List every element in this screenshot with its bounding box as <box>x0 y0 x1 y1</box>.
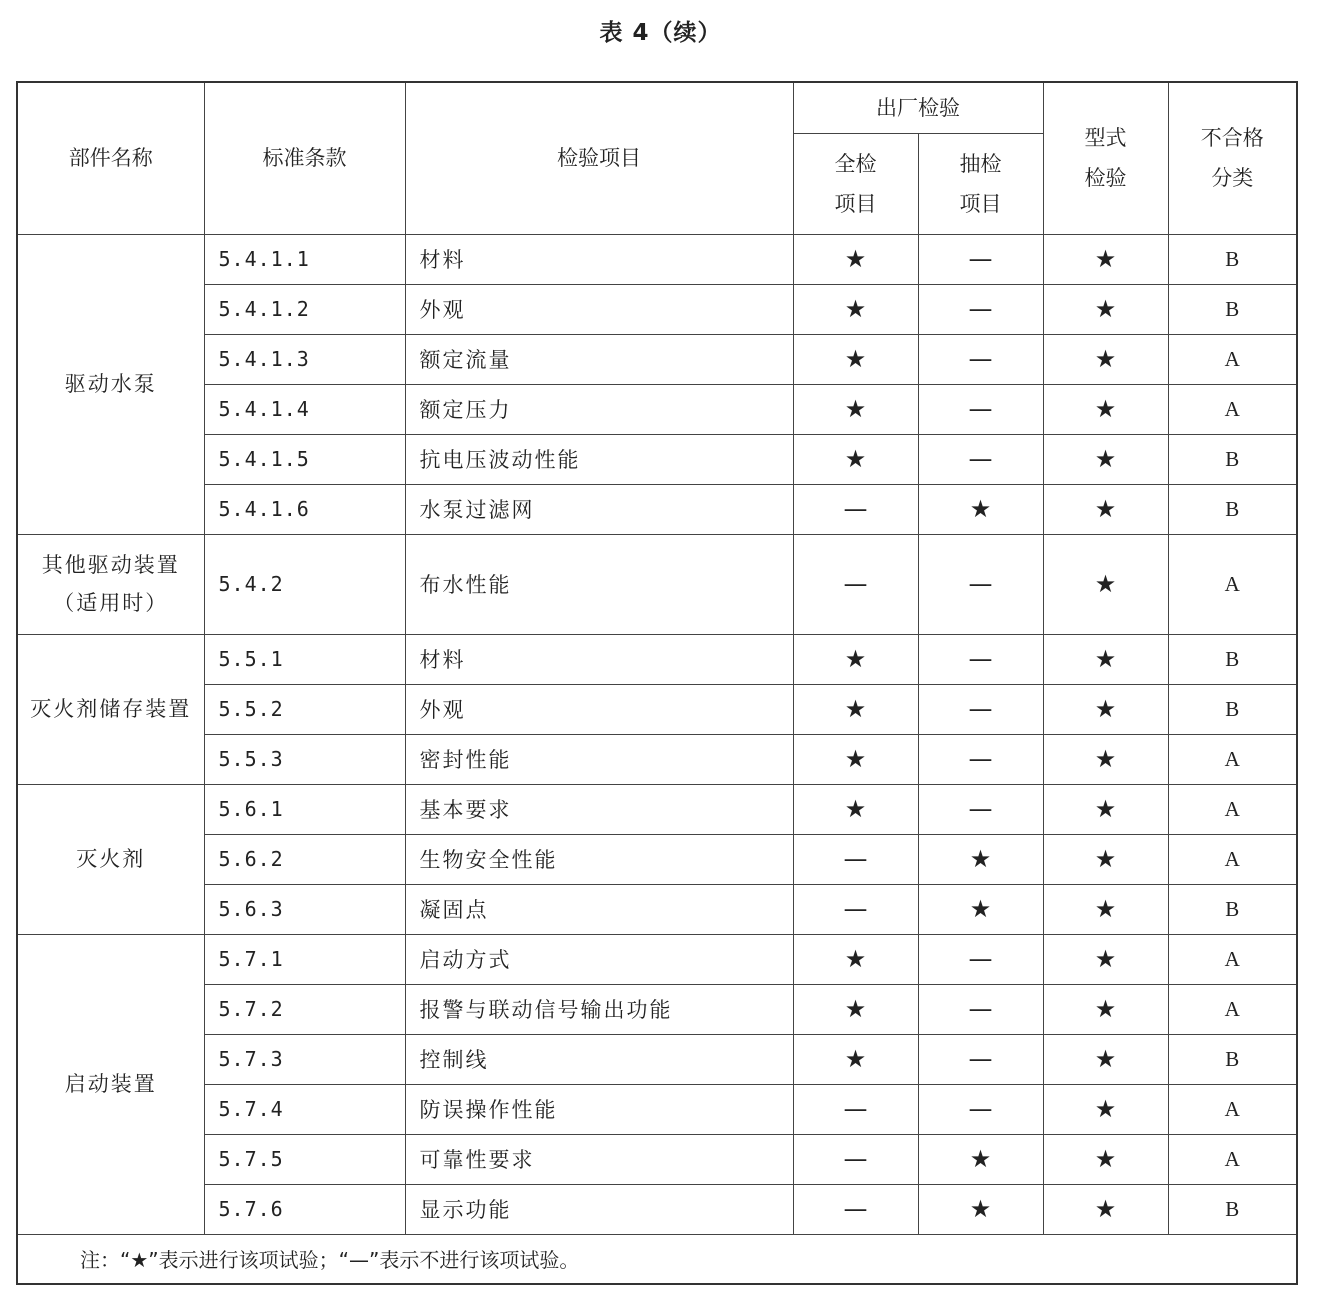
sample-inspection-cell: — <box>918 684 1043 734</box>
sample-inspection-cell: — <box>918 784 1043 834</box>
type-inspection-cell: ★ <box>1043 634 1168 684</box>
clause-cell: 5.6.2 <box>204 834 405 884</box>
table-row <box>17 234 1297 284</box>
header-full-inspection: 全检 项目 <box>793 133 918 234</box>
full-inspection-cell: ★ <box>793 1034 918 1084</box>
table-row <box>17 434 1297 484</box>
full-inspection-cell: — <box>793 884 918 934</box>
table-row <box>17 734 1297 784</box>
inspection-item-cell: 额定流量 <box>405 334 793 384</box>
clause-cell: 5.7.2 <box>204 984 405 1034</box>
inspection-item-cell: 外观 <box>405 684 793 734</box>
full-inspection-cell: ★ <box>793 734 918 784</box>
full-inspection-cell: ★ <box>793 984 918 1034</box>
type-inspection-cell: ★ <box>1043 934 1168 984</box>
clause-cell: 5.4.1.5 <box>204 434 405 484</box>
nonconformity-class-cell: A <box>1168 734 1297 784</box>
sample-inspection-cell: — <box>918 984 1043 1034</box>
table-row <box>17 334 1297 384</box>
sample-inspection-cell: — <box>918 634 1043 684</box>
table-body <box>17 234 1297 1234</box>
inspection-item-cell: 基本要求 <box>405 784 793 834</box>
type-inspection-cell: ★ <box>1043 534 1168 634</box>
table-row <box>17 1034 1297 1084</box>
nonconformity-class-cell: B <box>1168 1184 1297 1234</box>
sample-inspection-cell: — <box>918 284 1043 334</box>
sample-inspection-cell: ★ <box>918 834 1043 884</box>
type-inspection-cell: ★ <box>1043 1184 1168 1234</box>
clause-cell: 5.5.2 <box>204 684 405 734</box>
full-inspection-cell: — <box>793 484 918 534</box>
type-inspection-cell: ★ <box>1043 1084 1168 1134</box>
table-row <box>17 684 1297 734</box>
table-title: 表 4（续） <box>599 20 722 46</box>
clause-cell: 5.4.1.2 <box>204 284 405 334</box>
type-inspection-cell: ★ <box>1043 784 1168 834</box>
inspection-item-cell: 外观 <box>405 284 793 334</box>
table-row <box>17 884 1297 934</box>
header-sample-inspection: 抽检 项目 <box>918 133 1043 234</box>
part-name-cell: 灭火剂 <box>17 784 204 934</box>
clause-cell: 5.4.1.3 <box>204 334 405 384</box>
nonconformity-class-cell: A <box>1168 334 1297 384</box>
inspection-item-cell: 显示功能 <box>405 1184 793 1234</box>
header-factory-inspection: 出厂检验 <box>793 82 1043 133</box>
sample-inspection-cell: — <box>918 934 1043 984</box>
clause-cell: 5.7.6 <box>204 1184 405 1234</box>
full-inspection-cell: ★ <box>793 234 918 284</box>
type-inspection-cell: ★ <box>1043 384 1168 434</box>
type-inspection-cell: ★ <box>1043 1134 1168 1184</box>
sample-inspection-cell: — <box>918 334 1043 384</box>
type-inspection-cell: ★ <box>1043 734 1168 784</box>
header-inspection-item: 检验项目 <box>405 82 793 234</box>
table-row <box>17 1084 1297 1134</box>
full-inspection-cell: ★ <box>793 634 918 684</box>
part-name-cell: 其他驱动装置 （适用时） <box>17 534 204 634</box>
sample-inspection-cell: — <box>918 734 1043 784</box>
type-inspection-cell: ★ <box>1043 234 1168 284</box>
sample-inspection-cell: ★ <box>918 484 1043 534</box>
part-name-cell: 启动装置 <box>17 934 204 1234</box>
full-inspection-cell: — <box>793 534 918 634</box>
header-part-name: 部件名称 <box>17 82 204 234</box>
nonconformity-class-cell: B <box>1168 1034 1297 1084</box>
nonconformity-class-cell: A <box>1168 534 1297 634</box>
clause-cell: 5.7.1 <box>204 934 405 984</box>
full-inspection-cell: ★ <box>793 284 918 334</box>
full-inspection-cell: — <box>793 834 918 884</box>
type-inspection-cell: ★ <box>1043 884 1168 934</box>
inspection-item-cell: 控制线 <box>405 1034 793 1084</box>
full-inspection-cell: ★ <box>793 434 918 484</box>
nonconformity-class-cell: A <box>1168 834 1297 884</box>
table-row <box>17 634 1297 684</box>
type-inspection-cell: ★ <box>1043 284 1168 334</box>
nonconformity-class-cell: B <box>1168 884 1297 934</box>
inspection-item-cell: 密封性能 <box>405 734 793 784</box>
inspection-item-cell: 启动方式 <box>405 934 793 984</box>
type-inspection-cell: ★ <box>1043 984 1168 1034</box>
sample-inspection-cell: — <box>918 384 1043 434</box>
nonconformity-class-cell: B <box>1168 284 1297 334</box>
inspection-item-cell: 生物安全性能 <box>405 834 793 884</box>
clause-cell: 5.4.1.6 <box>204 484 405 534</box>
inspection-table <box>16 81 1298 1285</box>
inspection-item-cell: 可靠性要求 <box>405 1134 793 1184</box>
clause-cell: 5.4.1.4 <box>204 384 405 434</box>
nonconformity-class-cell: A <box>1168 1084 1297 1134</box>
sample-inspection-cell: — <box>918 1034 1043 1084</box>
full-inspection-cell: ★ <box>793 684 918 734</box>
sample-inspection-cell: ★ <box>918 884 1043 934</box>
table-row <box>17 384 1297 434</box>
clause-cell: 5.7.3 <box>204 1034 405 1084</box>
header-standard-clause: 标准条款 <box>204 82 405 234</box>
table-row <box>17 984 1297 1034</box>
header-type-inspection: 型式 检验 <box>1043 82 1168 234</box>
clause-cell: 5.4.1.1 <box>204 234 405 284</box>
table-row <box>17 834 1297 884</box>
clause-cell: 5.5.1 <box>204 634 405 684</box>
sample-inspection-cell: ★ <box>918 1134 1043 1184</box>
type-inspection-cell: ★ <box>1043 834 1168 884</box>
clause-cell: 5.7.4 <box>204 1084 405 1134</box>
table-row <box>17 534 1297 634</box>
clause-cell: 5.6.1 <box>204 784 405 834</box>
nonconformity-class-cell: B <box>1168 484 1297 534</box>
inspection-item-cell: 凝固点 <box>405 884 793 934</box>
full-inspection-cell: ★ <box>793 784 918 834</box>
type-inspection-cell: ★ <box>1043 684 1168 734</box>
inspection-item-cell: 材料 <box>405 234 793 284</box>
nonconformity-class-cell: B <box>1168 434 1297 484</box>
table-row <box>17 1184 1297 1234</box>
table-row <box>17 484 1297 534</box>
type-inspection-cell: ★ <box>1043 484 1168 534</box>
nonconformity-class-cell: B <box>1168 234 1297 284</box>
full-inspection-cell: — <box>793 1134 918 1184</box>
nonconformity-class-cell: A <box>1168 1134 1297 1184</box>
type-inspection-cell: ★ <box>1043 434 1168 484</box>
clause-cell: 5.5.3 <box>204 734 405 784</box>
inspection-item-cell: 布水性能 <box>405 534 793 634</box>
nonconformity-class-cell: B <box>1168 684 1297 734</box>
table-row <box>17 784 1297 834</box>
nonconformity-class-cell: B <box>1168 634 1297 684</box>
type-inspection-cell: ★ <box>1043 334 1168 384</box>
full-inspection-cell: ★ <box>793 334 918 384</box>
clause-cell: 5.6.3 <box>204 884 405 934</box>
nonconformity-class-cell: A <box>1168 384 1297 434</box>
clause-cell: 5.7.5 <box>204 1134 405 1184</box>
part-name-cell: 驱动水泵 <box>17 234 204 534</box>
sample-inspection-cell: — <box>918 534 1043 634</box>
sample-inspection-cell: — <box>918 434 1043 484</box>
inspection-item-cell: 额定压力 <box>405 384 793 434</box>
inspection-item-cell: 抗电压波动性能 <box>405 434 793 484</box>
table-row <box>17 1134 1297 1184</box>
full-inspection-cell: — <box>793 1084 918 1134</box>
table-row <box>17 934 1297 984</box>
header-nonconformity-class: 不合格 分类 <box>1168 82 1297 234</box>
full-inspection-cell: ★ <box>793 384 918 434</box>
nonconformity-class-cell: A <box>1168 784 1297 834</box>
inspection-item-cell: 水泵过滤网 <box>405 484 793 534</box>
full-inspection-cell: ★ <box>793 934 918 984</box>
part-name-cell: 灭火剂储存装置 <box>17 634 204 784</box>
inspection-item-cell: 报警与联动信号输出功能 <box>405 984 793 1034</box>
inspection-item-cell: 防误操作性能 <box>405 1084 793 1134</box>
sample-inspection-cell: — <box>918 1084 1043 1134</box>
sample-inspection-cell: ★ <box>918 1184 1043 1234</box>
clause-cell: 5.4.2 <box>204 534 405 634</box>
table-note: 注：“★”表示进行该项试验；“—”表示不进行该项试验。 <box>17 1234 1297 1284</box>
type-inspection-cell: ★ <box>1043 1034 1168 1084</box>
inspection-item-cell: 材料 <box>405 634 793 684</box>
nonconformity-class-cell: A <box>1168 934 1297 984</box>
nonconformity-class-cell: A <box>1168 984 1297 1034</box>
full-inspection-cell: — <box>793 1184 918 1234</box>
table-row <box>17 284 1297 334</box>
sample-inspection-cell: — <box>918 234 1043 284</box>
